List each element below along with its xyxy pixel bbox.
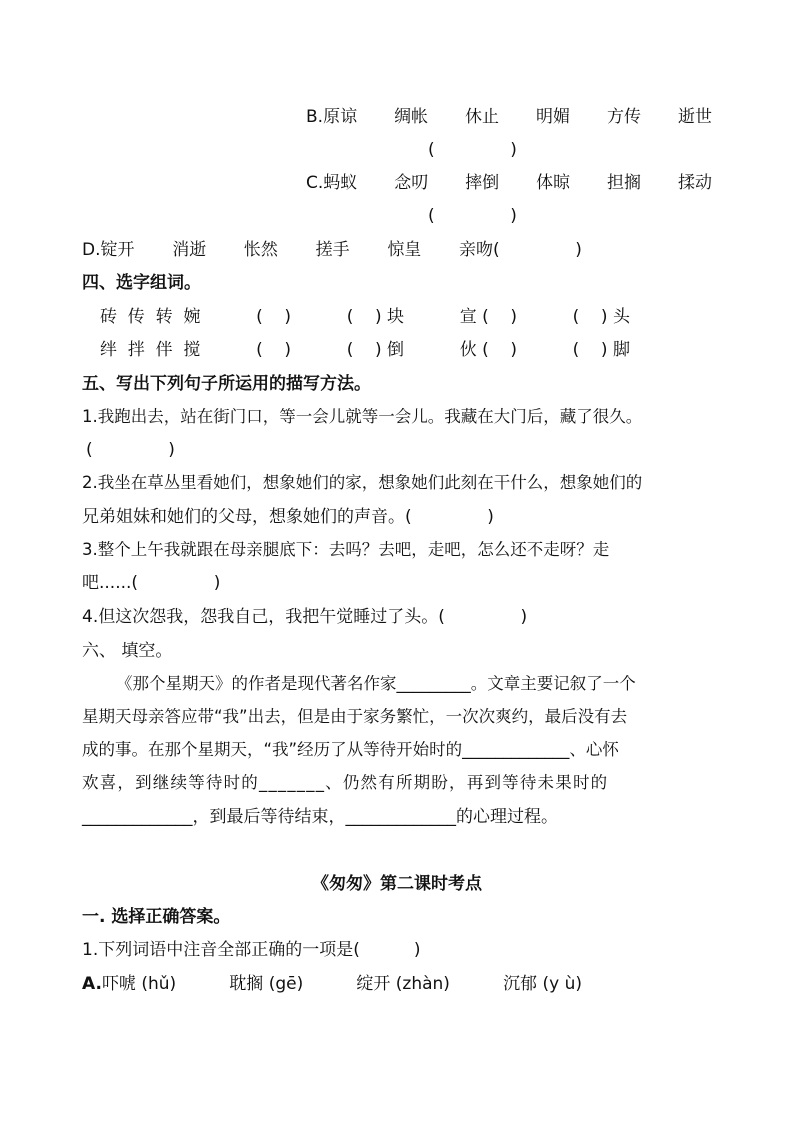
option-b-words xyxy=(306,106,712,128)
option-c-words xyxy=(306,172,712,194)
option-b-word: B.原谅 xyxy=(306,107,358,127)
part4-row2-chars: 绊 拌 伴 搅 xyxy=(100,340,201,360)
option-c-word: 体晾 xyxy=(536,173,571,193)
fill-paragraph-line: 成的事。在那个星期天，“我”经历了从等待开始时的_____________、心怀 xyxy=(82,740,619,759)
fill-paragraph-line: 欢喜，到继续等待时的_______、仍然有所期盼，再到等待未果时的 xyxy=(82,773,609,792)
part4-row1-chars: 砖 传 转 婉 xyxy=(100,307,201,327)
question-5-1-blank[interactable]: ( ) xyxy=(86,440,175,460)
question-5-2-line1: 2.我坐在草丛里看她们，想象她们的家，想象她们此刻在干什么，想象她们的 xyxy=(82,473,643,492)
option-d-word: D.锭开 xyxy=(82,240,135,260)
option-c-word: C.蚂蚁 xyxy=(306,173,358,193)
option-c-word: 担搁 xyxy=(607,173,642,193)
part4-blank[interactable]: ( ) 头 xyxy=(572,307,630,327)
option-c-word: 摔倒 xyxy=(465,173,500,193)
lesson-option-a-item: 耽搁 (gē) xyxy=(229,974,304,994)
part4-blank[interactable]: ( ) 倒 xyxy=(346,340,404,360)
part4-blank[interactable]: 伙 ( ) xyxy=(459,340,517,360)
lesson-question-1: 1.下列词语中注音全部正确的一项是( ) xyxy=(82,940,421,960)
section-5-heading: 五、写出下列句子所运用的描写方法。 xyxy=(82,374,371,394)
option-b-word: 绸帐 xyxy=(394,107,429,127)
part4-row2 xyxy=(100,339,630,361)
option-c-word: 念叨 xyxy=(394,173,429,193)
option-d-word: 惊皇 xyxy=(387,240,422,260)
section-4-heading: 四、选字组词。 xyxy=(82,273,201,293)
lesson-section-1-heading: 一. 选择正确答案。 xyxy=(82,907,231,927)
lesson-option-a-item: A.吓唬 (hǔ) xyxy=(82,974,177,994)
question-5-3-line2: 吧......( ) xyxy=(82,573,221,593)
question-5-3-line1: 3.整个上午我就跟在母亲腿底下：去吗？去吧，走吧，怎么还不走呀？走 xyxy=(82,540,610,559)
option-b-word: 休止 xyxy=(465,107,500,127)
option-b-word: 方传 xyxy=(607,107,642,127)
option-d-word: 亲吻( ) xyxy=(459,240,582,260)
option-b-word: 明媚 xyxy=(536,107,571,127)
option-d-words xyxy=(82,239,582,261)
option-b-answer-blank[interactable]: ( ) xyxy=(428,140,517,160)
option-b-word: 逝世 xyxy=(678,107,712,127)
part4-blank[interactable]: ( ) xyxy=(256,340,292,360)
part4-blank[interactable]: 宣 ( ) xyxy=(459,307,517,327)
section-6-heading: 六、 填空。 xyxy=(82,641,173,661)
lesson-title: 《匆匆》第二课时考点 xyxy=(312,874,482,894)
lesson-option-a-item: 绽开 (zhàn) xyxy=(356,974,450,994)
fill-paragraph-line: 《那个星期天》的作者是现代著名作家_________。文章主要记叙了一个 xyxy=(116,674,636,693)
option-d-word: 消逝 xyxy=(172,240,207,260)
part4-blank[interactable]: ( ) 块 xyxy=(346,307,404,327)
question-5-1: 1.我跑出去，站在街门口，等一会儿就等一会儿。我藏在大门后，藏了很久。 xyxy=(82,407,643,426)
part4-row1 xyxy=(100,306,630,328)
fill-paragraph-line: 星期天母亲答应带“我”出去，但是由于家务繁忙，一次次爽约，最后没有去 xyxy=(82,707,628,726)
option-d-word: 搓手 xyxy=(315,240,350,260)
option-d-word: 怅然 xyxy=(243,240,278,260)
lesson-option-a xyxy=(82,973,582,995)
part4-blank[interactable]: ( ) 脚 xyxy=(572,340,630,360)
question-5-2-line2: 兄弟姐妹和她们的父母，想象她们的声音。( ) xyxy=(82,507,494,527)
fill-paragraph-line: _____________，到最后等待结束，_____________的心理过程。 xyxy=(82,807,558,827)
lesson-option-a-item: 沉郁 (y ù) xyxy=(503,974,582,994)
question-5-4: 4.但这次怨我，怨我自己，我把午觉睡过了头。( ) xyxy=(82,607,528,627)
part4-blank[interactable]: ( ) xyxy=(256,307,292,327)
option-d-answer-blank[interactable]: ( ) xyxy=(493,240,582,260)
option-c-answer-blank[interactable]: ( ) xyxy=(428,206,517,226)
option-c-word: 揉动 xyxy=(677,173,712,193)
